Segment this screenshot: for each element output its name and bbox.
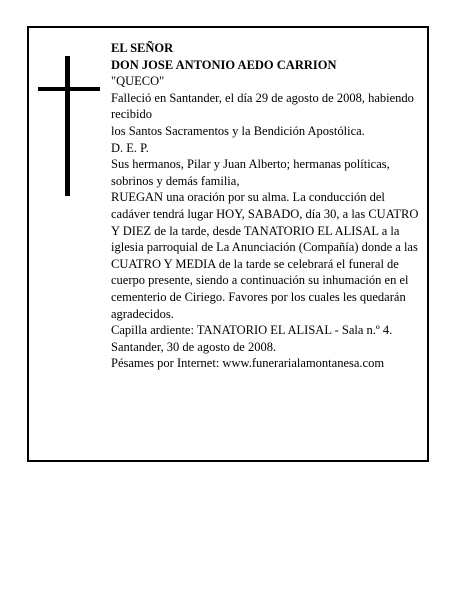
cross-horizontal-bar [38,87,100,91]
sacraments-line: los Santos Sacramentos y la Bendición Apostólica. [111,123,365,138]
date-line: Santander, 30 de agosto de 2008. [111,339,277,354]
funeral-details: RUEGAN una oración por su alma. La conducción del cadáver tendrá lugar HOY, SABADO, día 30, a las CUATRO Y DIEZ de la tarde, desde TANATORIO EL ALISAL a la iglesia parroquial de La Anunciación (Compañía) donde a las CUATRO Y MEDIA de la tarde se celebrará el funeral de cuerpo presente, siendo a continuación su inhumación en el cementerio de Ciriego. Favores por los cuales les quedarán agradecidos. [111,190,419,321]
cross-vertical-bar [65,56,70,196]
obituary-text [111,40,423,372]
heading-title: EL SEÑOR [111,41,174,55]
latin-cross-icon [38,56,100,196]
chapel-info: Capilla ardiente: TANATORIO EL ALISAL - Sala n.º 4. [111,323,393,338]
deceased-nickname: "QUECO" [111,74,165,89]
condolences-line: Pésames por Internet: www.funerarialamontanesa.com [111,356,385,371]
rest-in-peace: D. E. P. [111,140,149,155]
death-announcement: Falleció en Santander, el día 29 de agosto de 2008, habiendo recibido [111,90,414,122]
family-line: Sus hermanos, Pilar y Juan Alberto; hermanas políticas, sobrinos y demás familia, [111,157,390,188]
deceased-name: DON JOSE ANTONIO AEDO CARRION [111,57,337,72]
